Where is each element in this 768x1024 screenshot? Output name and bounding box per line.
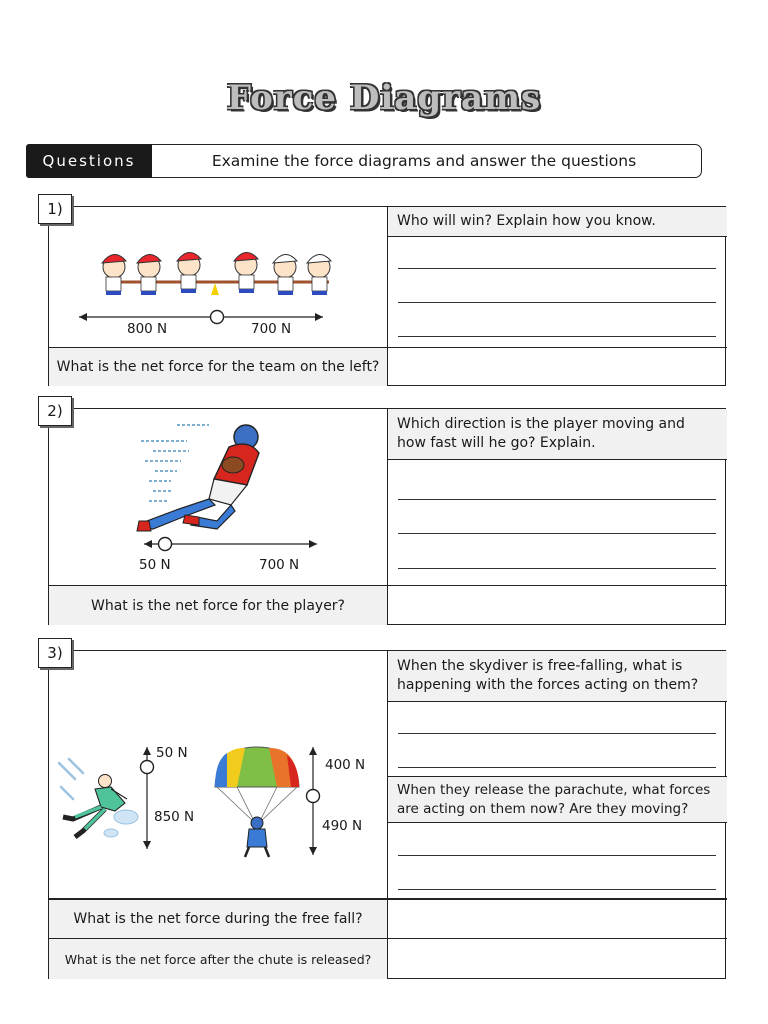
answer-line[interactable] bbox=[398, 767, 716, 768]
answer-line[interactable] bbox=[398, 568, 716, 569]
tug-of-war-image bbox=[49, 207, 388, 347]
answer-line[interactable] bbox=[398, 336, 716, 337]
net-force-answer-1[interactable] bbox=[389, 348, 726, 386]
section-1 bbox=[48, 206, 726, 386]
force-right-label: 700 N bbox=[259, 557, 300, 573]
force-left-label: 50 N bbox=[139, 557, 171, 573]
instruction-bar bbox=[26, 144, 702, 178]
answer-line[interactable] bbox=[398, 302, 716, 303]
chute-down-label: 490 N bbox=[322, 818, 363, 834]
chute-up-label: 400 N bbox=[325, 757, 366, 773]
badge-connector bbox=[74, 206, 726, 207]
badge-connector bbox=[74, 650, 726, 651]
page-title: Force Diagrams bbox=[226, 78, 542, 118]
section-2 bbox=[48, 408, 726, 625]
net-force-answer-2[interactable] bbox=[389, 586, 726, 625]
tug-of-war-diagram bbox=[49, 207, 388, 347]
instruction-text: Examine the force diagrams and answer the questions bbox=[146, 144, 702, 178]
section-number-2: 2) bbox=[38, 396, 72, 426]
answer-line[interactable] bbox=[398, 889, 716, 890]
badge-connector bbox=[74, 408, 726, 409]
answer-line[interactable] bbox=[398, 733, 716, 734]
skydiver-diagram bbox=[49, 651, 388, 898]
section-3 bbox=[48, 650, 726, 979]
question-3a: When the skydiver is free-falling, what is happening with the forces acting on them? bbox=[388, 651, 727, 702]
football-player-image bbox=[49, 409, 388, 585]
answer-line[interactable] bbox=[398, 855, 716, 856]
net-force-question-3a: What is the net force during the free fall? bbox=[49, 900, 388, 938]
section-number-1: 1) bbox=[38, 194, 72, 224]
net-force-question-3b: What is the net force after the chute is released? bbox=[49, 939, 388, 979]
question-1: Who will win? Explain how you know. bbox=[388, 207, 727, 237]
answer-line[interactable] bbox=[398, 499, 716, 500]
net-force-answer-3a[interactable] bbox=[389, 900, 726, 938]
net-force-answer-3b[interactable] bbox=[389, 939, 726, 979]
freefall-up-label: 50 N bbox=[156, 745, 188, 761]
section-number-3: 3) bbox=[38, 638, 72, 668]
answer-line[interactable] bbox=[398, 268, 716, 269]
net-force-question-2: What is the net force for the player? bbox=[49, 586, 388, 625]
questions-tab: Questions bbox=[26, 144, 152, 178]
question-3b: When they release the parachute, what forces are acting on them now? Are they moving? bbox=[388, 776, 727, 823]
football-player-diagram bbox=[49, 409, 388, 585]
question-2: Which direction is the player moving and how fast will he go? Explain. bbox=[388, 409, 727, 460]
net-force-question-1: What is the net force for the team on the left? bbox=[49, 348, 388, 386]
freefall-down-label: 850 N bbox=[154, 809, 195, 825]
skydiver-image bbox=[49, 651, 388, 898]
force-left-label: 800 N bbox=[127, 321, 168, 337]
force-right-label: 700 N bbox=[251, 321, 292, 337]
answer-line[interactable] bbox=[398, 533, 716, 534]
